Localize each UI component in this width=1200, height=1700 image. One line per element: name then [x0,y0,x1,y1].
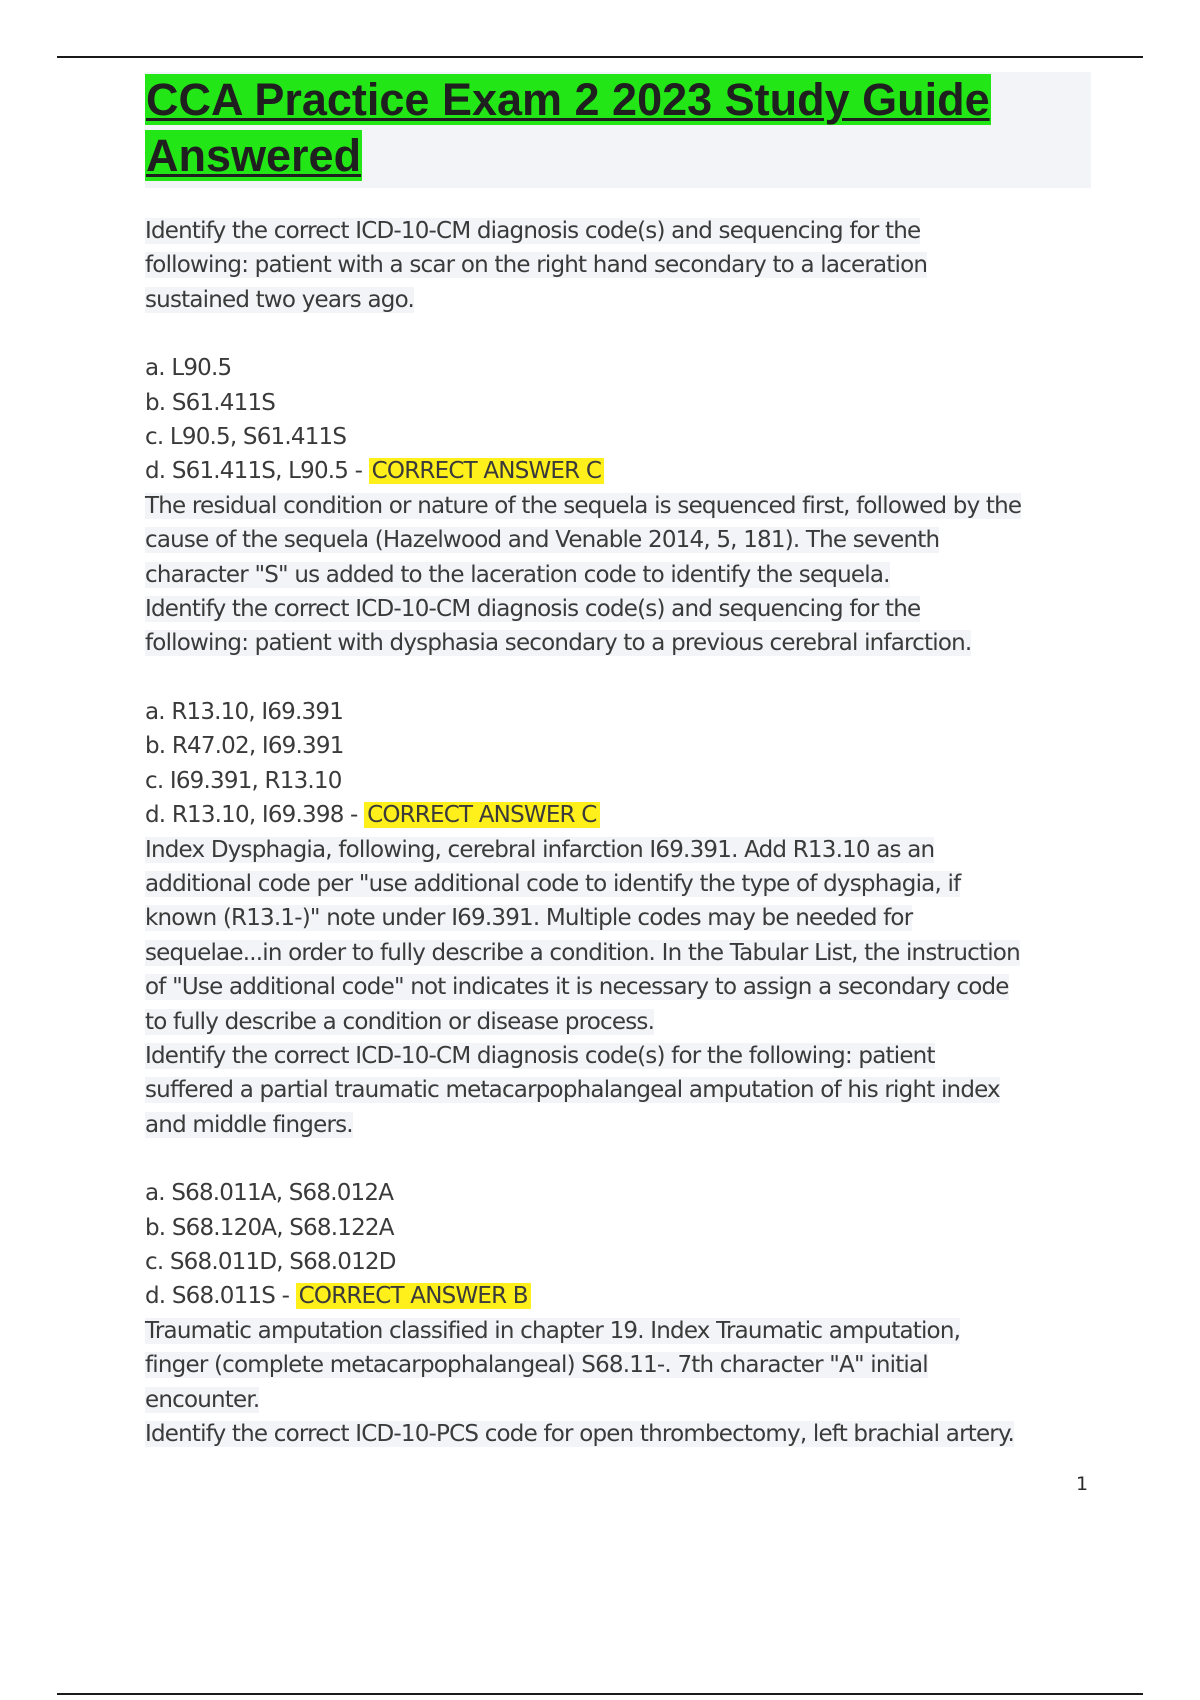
question-stem-line: sustained two years ago. [145,286,414,313]
title-line-2: Answered [146,130,362,181]
question-stem-line: Identify the correct ICD-10-PCS code for open thrombectomy, left brachial artery. [145,1421,1015,1447]
document-title [145,72,1091,184]
explanation-line: encounter. [145,1386,260,1413]
answer-option: a. L90.5 [145,355,232,382]
title-line-1: CCA Practice Exam 2 2023 Study Guide [146,74,990,125]
question-stem-line: Identify the correct ICD-10-CM diagnosis code(s) for the following: patient [145,1042,935,1069]
question-1 [145,214,1095,592]
explanation-line: to fully describe a condition or disease process. [145,1008,655,1035]
question-4 [145,1417,1095,1451]
answer-option: c. S68.011D, S68.012D [145,1248,396,1275]
explanation-line: finger (complete metacarpophalangeal) S68.11-. 7th character "A" initial [145,1352,928,1379]
question-stem-line: following: patient with a scar on the right hand secondary to a laceration [145,252,928,279]
explanation-line: known (R13.1-)" note under I69.391. Multiple codes may be needed for [145,905,913,932]
answer-option: c. L90.5, S61.411S [145,424,347,451]
answer-option-last: d. S68.011S - CORRECT ANSWER B [145,1279,1095,1313]
answer-option-last: d. S61.411S, L90.5 - CORRECT ANSWER C [145,454,1095,488]
page-number: 1 [1076,1473,1089,1495]
header-rule [57,56,1143,58]
answer-option-last: d. R13.10, I69.398 - CORRECT ANSWER C [145,798,1095,832]
answer-option: b. S61.411S [145,389,276,416]
explanation-line: additional code per "use additional code to identify the type of dysphagia, if [145,870,961,897]
answer-option: b. S68.120A, S68.122A [145,1214,394,1241]
question-stem-line: suffered a partial traumatic metacarpophalangeal amputation of his right index [145,1077,1000,1104]
explanation-line: Index Dysphagia, following, cerebral infarction I69.391. Add R13.10 as an [145,836,935,863]
explanation-line: Traumatic amputation classified in chapter 19. Index Traumatic amputation, [145,1317,961,1344]
question-stem-line: Identify the correct ICD-10-CM diagnosis code(s) and sequencing for the [145,596,921,623]
answer-option: a. R13.10, I69.391 [145,698,344,725]
question-2 [145,592,1095,1039]
answer-option: c. I69.391, R13.10 [145,767,342,794]
explanation-line: of "Use additional code" not indicates it is necessary to assign a secondary code [145,974,1009,1001]
correct-answer-badge: CORRECT ANSWER C [364,802,599,828]
explanation-line: sequelae...in order to fully describe a condition. In the Tabular List, the instruction [145,939,1020,966]
question-stem-line: following: patient with dysphasia secondary to a previous cerebral infarction. [145,630,972,657]
question-stem-line: Identify the correct ICD-10-CM diagnosis code(s) and sequencing for the [145,218,921,244]
question-stem-line: and middle fingers. [145,1111,353,1138]
answer-option: a. S68.011A, S68.012A [145,1180,394,1207]
footer-rule [57,1693,1143,1695]
explanation-line: The residual condition or nature of the sequela is sequenced first, followed by the [145,492,1022,519]
answer-option: b. R47.02, I69.391 [145,733,344,760]
page-content [145,72,1095,1451]
correct-answer-badge: CORRECT ANSWER B [296,1283,531,1309]
title-block [145,72,1091,188]
explanation-line: character "S" us added to the laceration code to identify the sequela. [145,561,890,588]
question-3 [145,1039,1095,1417]
explanation-line: cause of the sequela (Hazelwood and Venable 2014, 5, 181). The seventh [145,527,940,554]
correct-answer-badge: CORRECT ANSWER C [369,458,604,484]
